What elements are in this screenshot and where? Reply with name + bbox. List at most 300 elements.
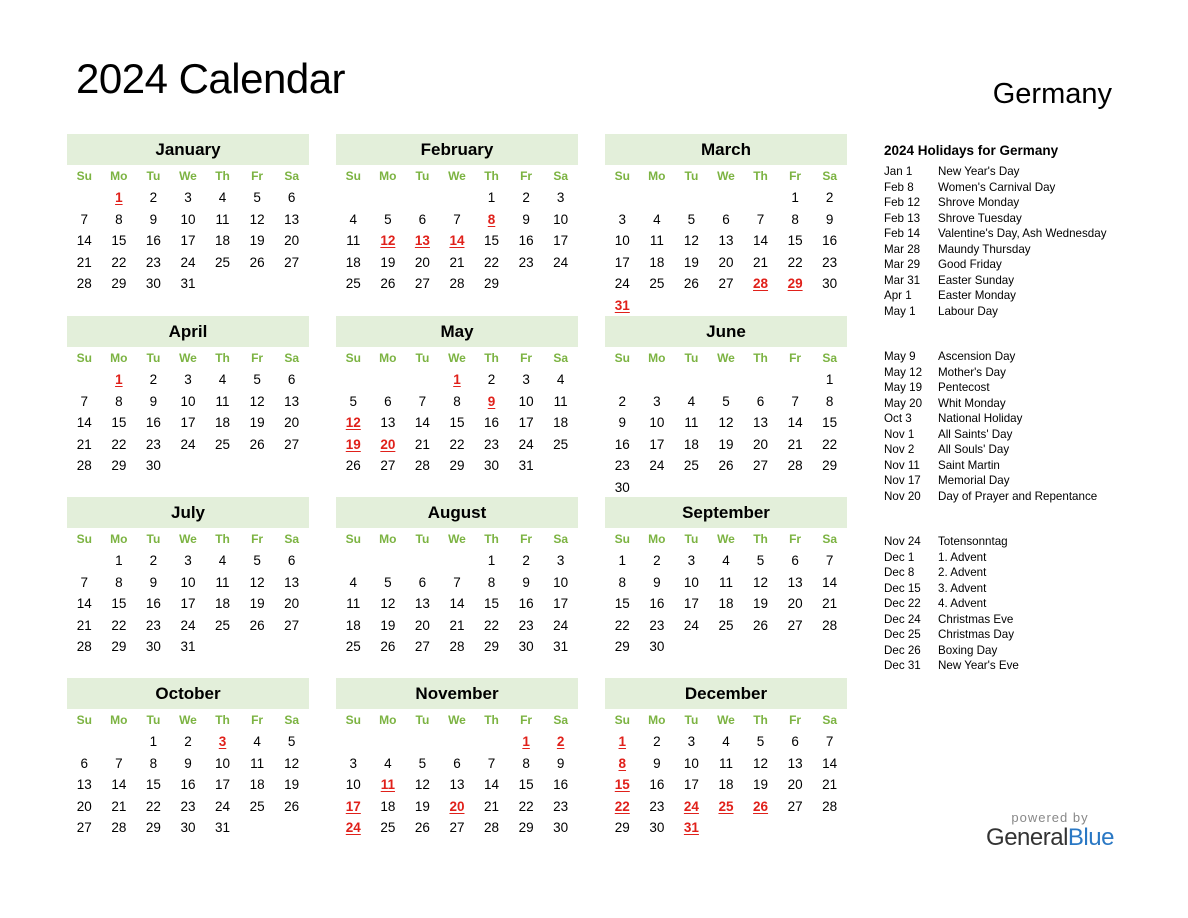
weekday-label: Mo	[648, 351, 666, 365]
day: 16	[518, 233, 534, 249]
day: 12	[284, 755, 300, 771]
day: 24	[683, 617, 699, 633]
day: 7	[418, 393, 427, 409]
day: 12	[249, 574, 265, 590]
day: 24	[518, 436, 534, 452]
empty-day	[743, 295, 778, 317]
weekday-label: Sa	[553, 532, 568, 546]
day: 17	[649, 436, 665, 452]
week-row	[67, 434, 309, 456]
day: 19	[380, 254, 396, 270]
weekday-label: Th	[484, 169, 499, 183]
holiday-day: 1	[522, 734, 530, 749]
day: 28	[787, 458, 803, 474]
day: 11	[553, 393, 568, 409]
week-row	[605, 796, 847, 818]
weekday-label: We	[717, 351, 735, 365]
holiday-day: 12	[380, 233, 396, 249]
day: 6	[384, 393, 392, 409]
day: 4	[218, 190, 227, 205]
weekday-label: Th	[484, 713, 499, 727]
day: 10	[345, 777, 361, 793]
day: 24	[180, 617, 196, 633]
day: 22	[449, 436, 465, 452]
day: 3	[556, 190, 565, 205]
month-name: March	[605, 134, 847, 165]
day: 1	[149, 734, 158, 749]
day: 10	[553, 211, 569, 227]
holiday-date: Apr 1	[884, 289, 912, 302]
week-row	[67, 209, 309, 231]
day: 26	[380, 639, 396, 655]
day: 2	[522, 553, 530, 568]
weekday-label: Su	[345, 532, 361, 546]
day: 30	[649, 639, 665, 655]
holiday-day: 20	[380, 436, 396, 452]
holiday-day: 24	[345, 820, 361, 836]
day: 3	[687, 553, 696, 568]
month-name: October	[67, 678, 309, 709]
month-august	[336, 497, 578, 658]
day: 25	[380, 820, 396, 836]
weekday-label: Tu	[146, 713, 161, 727]
empty-day	[543, 273, 578, 295]
weekday-label: We	[717, 169, 735, 183]
holiday-date: Dec 22	[884, 597, 921, 610]
day: 3	[184, 372, 192, 387]
day: 29	[614, 639, 630, 655]
week-row	[67, 753, 309, 775]
day: 8	[453, 393, 461, 409]
day: 29	[484, 639, 500, 655]
day: 27	[787, 617, 803, 633]
holiday-date: Dec 31	[884, 659, 921, 672]
holiday-name: Whit Monday	[938, 396, 1006, 410]
day: 1	[487, 190, 496, 205]
weekday-label: Th	[753, 532, 768, 546]
day: 16	[145, 596, 161, 612]
brand-blue: Blue	[1067, 824, 1114, 851]
weekday-label: Su	[614, 713, 630, 727]
holiday-row	[884, 643, 1174, 659]
empty-day	[67, 187, 102, 209]
day: 10	[518, 393, 534, 409]
holiday-name: Christmas Eve	[938, 612, 1014, 626]
day: 15	[145, 777, 161, 793]
weekday-header	[605, 347, 847, 369]
day: 8	[149, 755, 158, 771]
weekday-header	[605, 528, 847, 550]
empty-day	[67, 369, 102, 391]
day: 31	[180, 639, 196, 655]
day: 7	[825, 734, 834, 749]
day: 14	[76, 415, 92, 431]
week-row	[605, 817, 847, 839]
day: 12	[380, 596, 396, 612]
day: 29	[145, 820, 161, 836]
week-row	[336, 455, 578, 477]
month-may	[336, 316, 578, 477]
week-row	[605, 593, 847, 615]
day: 23	[614, 458, 630, 474]
weekday-label: Tu	[684, 532, 699, 546]
holiday-row	[884, 211, 1174, 227]
weekday-label: Fr	[789, 169, 802, 183]
holiday-date: Mar 28	[884, 242, 921, 256]
day: 26	[414, 820, 430, 836]
day: 11	[684, 415, 699, 431]
day: 16	[649, 777, 665, 793]
holiday-name: 2. Advent	[938, 566, 987, 579]
day: 27	[76, 820, 92, 836]
holiday-row	[884, 442, 1174, 458]
empty-day	[67, 731, 102, 753]
day: 26	[380, 276, 396, 292]
weekday-header	[336, 347, 578, 369]
month-november	[336, 678, 578, 839]
day: 10	[180, 393, 196, 409]
day: 13	[718, 233, 734, 249]
empty-day	[709, 295, 744, 317]
day: 12	[683, 233, 699, 249]
day: 7	[791, 393, 799, 409]
day: 3	[618, 211, 627, 227]
day: 14	[822, 574, 838, 590]
week-row	[605, 753, 847, 775]
holiday-name: New Year's Day	[938, 165, 1020, 178]
day: 9	[149, 574, 158, 590]
day: 6	[756, 393, 765, 409]
day: 6	[287, 372, 296, 387]
day: 4	[349, 574, 358, 590]
day: 22	[614, 617, 630, 633]
day: 23	[518, 617, 534, 633]
month-name: April	[67, 316, 309, 347]
weekday-header	[67, 347, 309, 369]
day: 27	[718, 276, 734, 292]
day: 17	[683, 777, 699, 793]
weekday-header	[67, 165, 309, 187]
holiday-row	[884, 257, 1174, 273]
day: 18	[649, 254, 665, 270]
day: 14	[76, 596, 92, 612]
week-row	[336, 412, 578, 434]
day: 7	[453, 574, 461, 590]
day: 8	[825, 393, 834, 409]
month-june	[605, 316, 847, 499]
day: 30	[614, 479, 630, 495]
day: 13	[76, 777, 92, 793]
day: 2	[149, 372, 158, 387]
day: 17	[215, 777, 231, 793]
holiday-name: National Holiday	[938, 412, 1023, 425]
weekday-label: We	[448, 351, 466, 365]
day: 27	[787, 798, 803, 814]
day: 19	[380, 617, 396, 633]
week-row	[336, 753, 578, 775]
holiday-day: 29	[787, 276, 803, 292]
day: 6	[722, 211, 730, 227]
empty-day	[674, 187, 709, 209]
week-row	[67, 455, 309, 477]
weekday-label: Mo	[379, 532, 397, 546]
day: 18	[215, 415, 231, 431]
brand-general: General	[986, 824, 1068, 851]
day: 21	[449, 617, 465, 633]
day: 5	[418, 755, 427, 771]
holiday-row	[884, 612, 1174, 628]
day: 4	[218, 553, 227, 568]
day: 11	[215, 393, 230, 409]
day: 14	[484, 777, 500, 793]
empty-day	[336, 187, 371, 209]
holiday-date: May 19	[884, 381, 923, 394]
week-row	[605, 731, 847, 753]
day: 20	[787, 596, 803, 612]
day: 17	[614, 254, 630, 270]
day: 29	[111, 276, 127, 292]
weekday-label: Fr	[520, 713, 533, 727]
day: 29	[518, 820, 534, 836]
holiday-day: 8	[487, 211, 496, 227]
weekday-label: Sa	[822, 169, 837, 183]
day: 6	[418, 211, 427, 227]
weekday-label: Mo	[110, 713, 128, 727]
day: 6	[791, 734, 799, 749]
empty-day	[102, 731, 137, 753]
day: 1	[618, 553, 627, 568]
day: 10	[683, 574, 699, 590]
weekday-label: Sa	[284, 351, 299, 365]
day: 3	[653, 393, 661, 409]
day: 28	[822, 617, 838, 633]
holiday-date: Jan 1	[884, 165, 913, 178]
empty-day	[405, 187, 440, 209]
day: 13	[284, 393, 300, 409]
holiday-row	[884, 396, 1174, 412]
empty-day	[405, 369, 440, 391]
day: 12	[753, 755, 769, 771]
month-name: February	[336, 134, 578, 165]
empty-day	[205, 636, 240, 658]
week-row	[67, 550, 309, 572]
holiday-day: 19	[345, 436, 361, 452]
holiday-row	[884, 242, 1174, 258]
empty-day	[674, 369, 709, 391]
day: 8	[115, 211, 123, 227]
holiday-date: Dec 15	[884, 581, 921, 595]
day: 9	[556, 755, 565, 771]
day: 7	[825, 553, 834, 568]
day: 13	[414, 596, 430, 612]
day: 5	[756, 734, 765, 749]
holiday-row	[884, 365, 1174, 381]
day: 3	[184, 190, 192, 205]
day: 24	[649, 458, 665, 474]
weekday-label: We	[717, 713, 735, 727]
day: 24	[180, 436, 196, 452]
day: 3	[349, 755, 358, 771]
day: 15	[111, 233, 127, 249]
holiday-day: 25	[718, 798, 734, 814]
day: 5	[349, 393, 358, 409]
holiday-name: Mother's Day	[938, 365, 1006, 379]
day: 19	[414, 798, 430, 814]
month-september	[605, 497, 847, 658]
holiday-date: Oct 3	[884, 412, 912, 425]
weekday-label: Mo	[648, 169, 666, 183]
month-name: December	[605, 678, 847, 709]
holiday-day: 1	[115, 372, 123, 387]
holiday-day: 13	[414, 233, 430, 249]
day: 2	[825, 190, 834, 205]
day: 14	[76, 233, 92, 249]
empty-day	[474, 731, 509, 753]
day: 17	[553, 233, 569, 249]
day: 14	[753, 233, 769, 249]
day: 23	[145, 617, 161, 633]
weekday-label: We	[179, 713, 197, 727]
weekday-label: Th	[753, 169, 768, 183]
weekday-label: Tu	[684, 169, 699, 183]
holiday-group	[884, 349, 1174, 504]
day: 15	[484, 233, 500, 249]
day: 27	[414, 276, 430, 292]
day: 25	[215, 436, 231, 452]
day: 31	[180, 276, 196, 292]
day: 16	[145, 415, 161, 431]
empty-day	[405, 550, 440, 572]
week-row	[336, 550, 578, 572]
day: 23	[649, 617, 665, 633]
week-row	[336, 774, 578, 796]
weekday-label: Tu	[415, 169, 430, 183]
day: 2	[184, 734, 192, 749]
empty-day	[640, 477, 675, 499]
holiday-date: Mar 31	[884, 273, 921, 287]
day: 17	[180, 233, 196, 249]
holiday-name: 1. Advent	[938, 550, 987, 564]
week-row	[336, 434, 578, 456]
weekday-label: We	[179, 169, 197, 183]
empty-day	[240, 273, 275, 295]
day: 25	[683, 458, 699, 474]
holiday-name: Christmas Day	[938, 628, 1015, 641]
weekday-label: Fr	[789, 713, 802, 727]
week-row	[605, 252, 847, 274]
day: 16	[180, 777, 196, 793]
day: 24	[215, 798, 231, 814]
day: 15	[449, 415, 465, 431]
day: 10	[180, 574, 196, 590]
day: 26	[683, 276, 699, 292]
empty-day	[336, 550, 371, 572]
week-row	[605, 412, 847, 434]
day: 2	[149, 553, 158, 568]
day: 21	[753, 254, 769, 270]
day: 20	[284, 233, 300, 249]
weekday-label: We	[717, 532, 735, 546]
day: 6	[80, 755, 89, 771]
holiday-date: Feb 8	[884, 180, 914, 194]
empty-day	[274, 817, 309, 839]
holiday-day: 20	[449, 798, 465, 814]
weekday-label: Su	[614, 351, 630, 365]
week-row	[605, 391, 847, 413]
holiday-date: Feb 14	[884, 227, 921, 240]
day: 22	[111, 617, 127, 633]
day: 25	[215, 617, 231, 633]
weekday-header	[336, 709, 578, 731]
empty-day	[205, 273, 240, 295]
day: 12	[249, 393, 265, 409]
weekday-header	[336, 528, 578, 550]
day: 20	[284, 415, 300, 431]
day: 30	[518, 639, 534, 655]
day: 26	[753, 617, 769, 633]
holiday-day: 1	[115, 190, 123, 205]
day: 17	[553, 596, 569, 612]
holiday-day: 1	[453, 372, 461, 387]
empty-day	[67, 550, 102, 572]
day: 12	[249, 211, 265, 227]
day: 5	[756, 553, 765, 568]
holiday-row	[884, 180, 1174, 196]
week-row	[605, 230, 847, 252]
day: 16	[822, 233, 838, 249]
holiday-date: Nov 1	[884, 427, 915, 441]
day: 26	[284, 798, 300, 814]
day: 7	[756, 211, 765, 227]
holiday-name: Easter Sunday	[938, 273, 1015, 287]
month-name: November	[336, 678, 578, 709]
holiday-name: Good Friday	[938, 258, 1002, 271]
day: 18	[683, 436, 699, 452]
holiday-name: Maundy Thursday	[938, 242, 1031, 256]
day: 11	[649, 233, 664, 249]
holiday-name: Saint Martin	[938, 458, 1000, 472]
day: 13	[787, 574, 803, 590]
day: 26	[718, 458, 734, 474]
day: 23	[518, 254, 534, 270]
weekday-label: Tu	[146, 351, 161, 365]
weekday-label: Su	[76, 351, 92, 365]
day: 27	[449, 820, 465, 836]
empty-day	[405, 731, 440, 753]
holiday-row	[884, 489, 1174, 505]
day: 24	[553, 254, 569, 270]
day: 30	[553, 820, 569, 836]
holiday-day: 28	[753, 276, 769, 292]
empty-day	[709, 187, 744, 209]
day: 22	[145, 798, 161, 814]
weekday-label: Su	[76, 169, 92, 183]
month-name: May	[336, 316, 578, 347]
day: 15	[518, 777, 534, 793]
day: 20	[284, 596, 300, 612]
week-row	[605, 550, 847, 572]
day: 3	[184, 553, 192, 568]
holiday-name: All Saints' Day	[938, 427, 1013, 441]
month-july	[67, 497, 309, 658]
day: 30	[145, 458, 161, 474]
week-row	[67, 796, 309, 818]
weekday-label: Su	[614, 532, 630, 546]
holiday-name: Labour Day	[938, 304, 998, 318]
weekday-header	[67, 528, 309, 550]
weekday-label: Tu	[684, 713, 699, 727]
brand-logo	[980, 810, 1120, 852]
